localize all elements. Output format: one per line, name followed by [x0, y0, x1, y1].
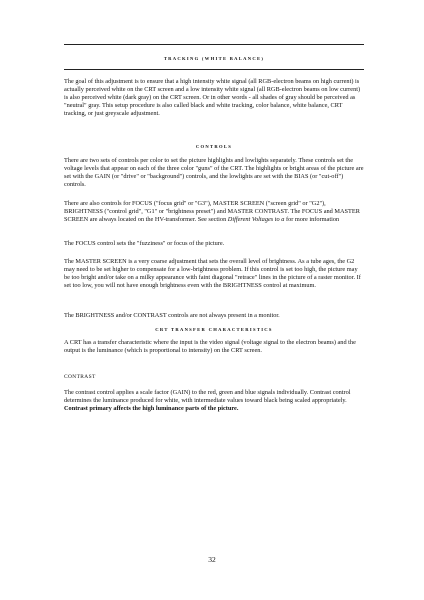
- heading-rule-top: [64, 44, 364, 45]
- crt-transfer-paragraph: [64, 339, 364, 355]
- controls-p4-text: The MASTER SCREEN is a very coarse adjustment that sets the overall level of brightness. As a tube ages, the G2 may need to be set higher to compensate for a low-brightness problem. If this control is set too high, the picture may be too bright and/or take on a milky appearance with faint diagonal "retrace" lines in the picture of a raster monitor. If set too low, you will not have enough brightness even with the BRIGHTNESS control at maximum.: [64, 258, 361, 290]
- controls-p1-text: There are two sets of controls per color to set the picture highlights and lowlights separately. These controls set the voltage levels that appear on each of the three color "guns" of the CRT. The highlights or bright areas of the picture are set with the GAIN (or "drive" or "background") controls, and the lowlights are set with the BIAS (or "cut-off") controls.: [64, 157, 364, 189]
- section-title: TRACKING (WHITE BALANCE): [163, 56, 265, 61]
- heading-rule-bottom: [64, 69, 364, 70]
- intro-paragraph: [64, 78, 364, 118]
- controls-paragraph-1: [64, 157, 364, 189]
- controls-paragraph-5: [64, 312, 364, 320]
- controls-p2-text: [64, 200, 364, 224]
- controls-paragraph-3: [64, 240, 364, 248]
- contrast-plain-text: The contrast control applies a scale factor (GAIN) to the red, green and blue signals individually. Contrast control determines the luminance produced for white, with intermediate values toward black being scaled appropriately.: [64, 389, 351, 405]
- crt-transfer-text: A CRT has a transfer characteristic where the input is the video signal (voltage signal to the electron beams) and the output is the luminance (which is proportional to intensity) on the CRT screen.: [64, 339, 356, 355]
- controls-p3-text: The FOCUS control sets the "fuzziness" or focus of the picture.: [64, 240, 225, 247]
- contrast-text: [64, 389, 364, 413]
- contrast-paragraph: [64, 389, 364, 413]
- controls-p2-lead: There are also controls for FOCUS ("focus grid" or "G3"), MASTER SCREEN ("screen grid" or "G2"), BRIGHTNESS ("control grid", "G1" or "brightness preset") and MASTER CONTRAST. The FOCUS and MASTER SCREEN are always located on the HV-transformer. See section: [64, 200, 360, 224]
- controls-p2-tail: for more information: [284, 216, 340, 224]
- contrast-heading: CONTRAST: [64, 374, 96, 380]
- controls-paragraph-4: [64, 258, 364, 290]
- page-number: 32: [208, 555, 216, 564]
- contrast-bold-text: Contrast primary affects the high luminance parts of the picture.: [64, 405, 239, 413]
- section-reference: Different Voltages to a: [227, 216, 285, 224]
- controls-heading: CONTROLS: [195, 144, 233, 149]
- controls-p5-text: The BRIGHTNESS and/or CONTRAST controls are not always present in a monitor.: [64, 312, 280, 319]
- crt-transfer-heading: CRT TRANSFER CHARACTERISTICS: [155, 327, 273, 332]
- controls-paragraph-2: [64, 200, 364, 224]
- intro-text: The goal of this adjustment is to ensure that a high intensity white signal (all RGB-electron beams on high current) is actually perceived white on the CRT screen and a low intensity white signal (all RGB-electron beams on low current) is also perceived white (dark gray) on the CRT screen. Or in other words - all shades of gray should be perceived as "neutral" gray. This setup procedure is also called black and white tracking, color balance, white balance, CRT tracking, or just greyscale adjustment.: [64, 78, 361, 118]
